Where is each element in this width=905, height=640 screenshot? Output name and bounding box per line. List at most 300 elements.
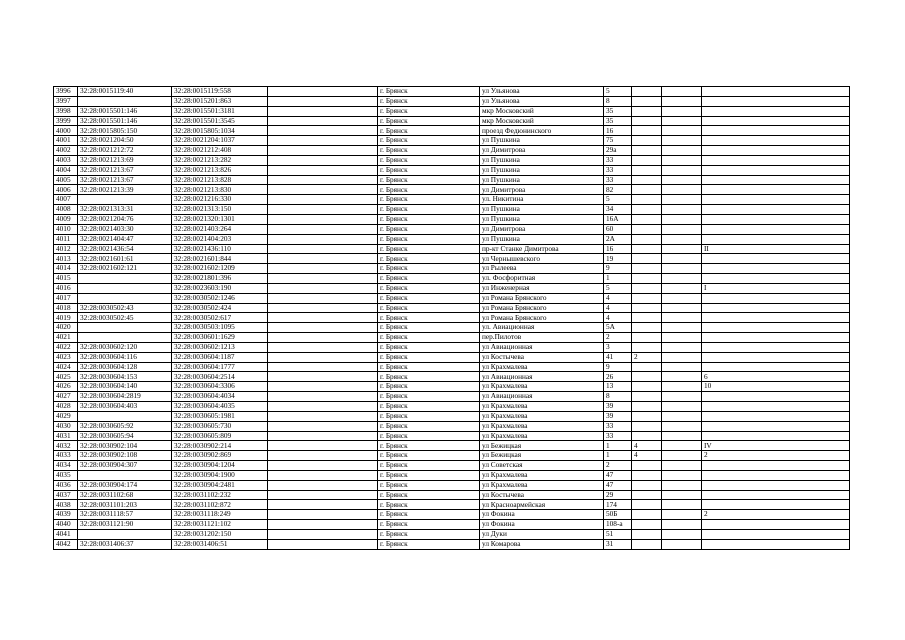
premises-cell [702,342,850,352]
city-cell: г. Брянск [378,175,480,185]
apartment-cell [662,539,702,549]
blank-column [268,352,378,362]
object-cadastral-number: 32:28:0021216:330 [172,195,268,205]
street-cell: ул Крахмалева [480,411,604,421]
street-cell: ул Романа Брянского [480,303,604,313]
house-number-cell: 33 [604,421,632,431]
table-row [54,244,850,254]
apartment-cell [662,96,702,106]
blank-column [268,146,378,156]
house-number-cell: 26 [604,372,632,382]
table-row [54,451,850,461]
parcel-cadastral-number: 32:28:0030605:92 [78,421,172,431]
blank-column [268,421,378,431]
parcel-cadastral-number: 32:28:0030902:108 [78,451,172,461]
premises-cell [702,470,850,480]
city-cell: г. Брянск [378,372,480,382]
premises-cell [702,520,850,530]
street-cell: ул. Авиационная [480,323,604,333]
premises-cell [702,234,850,244]
blank-column [268,520,378,530]
street-cell: ул Рылеева [480,264,604,274]
building-cell [632,520,662,530]
city-cell: г. Брянск [378,293,480,303]
parcel-cadastral-number: 32:28:0030604:140 [78,382,172,392]
premises-cell [702,87,850,97]
building-cell [632,480,662,490]
table-row [54,116,850,126]
city-cell: г. Брянск [378,87,480,97]
building-cell [632,490,662,500]
table-row [54,529,850,539]
blank-column [268,264,378,274]
table-row [54,274,850,284]
object-cadastral-number: 32:28:0030503:1095 [172,323,268,333]
premises-cell [702,136,850,146]
city-cell: г. Брянск [378,303,480,313]
city-cell: г. Брянск [378,205,480,215]
row-number: 4016 [54,283,78,293]
blank-column [268,323,378,333]
house-number-cell: 4 [604,303,632,313]
blank-column [268,274,378,284]
parcel-cadastral-number: 32:28:0021602:121 [78,264,172,274]
row-number: 4025 [54,372,78,382]
house-number-cell: 5А [604,323,632,333]
street-cell: ул Красноармейская [480,500,604,510]
building-cell [632,205,662,215]
house-number-cell: 82 [604,185,632,195]
blank-column [268,244,378,254]
house-number-cell: 5 [604,87,632,97]
object-cadastral-number: 32:28:0031406:51 [172,539,268,549]
apartment-cell [662,529,702,539]
row-number: 3997 [54,96,78,106]
table-row [54,421,850,431]
apartment-cell [662,421,702,431]
city-cell: г. Брянск [378,539,480,549]
apartment-cell [662,106,702,116]
building-cell [632,470,662,480]
house-number-cell: 33 [604,155,632,165]
object-cadastral-number: 32:28:0030605:809 [172,431,268,441]
blank-column [268,254,378,264]
row-number: 4005 [54,175,78,185]
apartment-cell [662,224,702,234]
parcel-cadastral-number: 32:28:0030604:403 [78,402,172,412]
parcel-cadastral-number: 32:28:0030604:116 [78,352,172,362]
premises-cell: 10 [702,382,850,392]
parcel-cadastral-number: 32:28:0015119:40 [78,87,172,97]
building-cell [632,529,662,539]
street-cell: ул Крахмалева [480,402,604,412]
object-cadastral-number: 32:28:0031118:249 [172,510,268,520]
street-cell: ул Ульянова [480,87,604,97]
parcel-cadastral-number: 32:28:0021313:31 [78,205,172,215]
house-number-cell: 51 [604,529,632,539]
parcel-cadastral-number: 32:28:0021436:54 [78,244,172,254]
parcel-cadastral-number: 32:28:0015501:146 [78,106,172,116]
street-cell: ул Крахмалева [480,431,604,441]
parcel-cadastral-number [78,323,172,333]
city-cell: г. Брянск [378,116,480,126]
table-row [54,185,850,195]
apartment-cell [662,155,702,165]
blank-column [268,303,378,313]
apartment-cell [662,116,702,126]
premises-cell [702,205,850,215]
row-number: 4022 [54,342,78,352]
parcel-cadastral-number: 32:28:0030604:128 [78,362,172,372]
house-number-cell: 39 [604,402,632,412]
street-cell: ул Пушкина [480,234,604,244]
house-number-cell: 39 [604,411,632,421]
object-cadastral-number: 32:28:0015501:3545 [172,116,268,126]
premises-cell [702,214,850,224]
city-cell: г. Брянск [378,529,480,539]
city-cell: г. Брянск [378,214,480,224]
blank-column [268,106,378,116]
object-cadastral-number: 32:28:0021213:828 [172,175,268,185]
house-number-cell: 29 [604,490,632,500]
building-cell [632,214,662,224]
apartment-cell [662,254,702,264]
blank-column [268,313,378,323]
house-number-cell: 47 [604,470,632,480]
premises-cell [702,490,850,500]
table-row [54,195,850,205]
parcel-cadastral-number: 32:28:0021204:76 [78,214,172,224]
house-number-cell: 35 [604,116,632,126]
premises-cell [702,352,850,362]
parcel-cadastral-number: 32:28:0031101:203 [78,500,172,510]
table-row [54,510,850,520]
table-row [54,431,850,441]
city-cell: г. Брянск [378,224,480,234]
blank-column [268,224,378,234]
premises-cell [702,293,850,303]
apartment-cell [662,205,702,215]
apartment-cell [662,480,702,490]
building-cell [632,283,662,293]
parcel-cadastral-number: 32:28:0030605:94 [78,431,172,441]
premises-cell: 2 [702,451,850,461]
parcel-cadastral-number: 32:28:0030904:307 [78,461,172,471]
street-cell: ул Чернышевского [480,254,604,264]
street-cell: ул Крахмалева [480,421,604,431]
building-cell [632,87,662,97]
apartment-cell [662,431,702,441]
street-cell: ул Авиационная [480,372,604,382]
premises-cell [702,333,850,343]
house-number-cell: 2 [604,461,632,471]
premises-cell [702,402,850,412]
apartment-cell [662,441,702,451]
table-row [54,372,850,382]
row-number: 4004 [54,165,78,175]
table-row [54,461,850,471]
apartment-cell [662,402,702,412]
table-row [54,106,850,116]
street-cell: ул Советская [480,461,604,471]
street-cell: ул Дуки [480,529,604,539]
apartment-cell [662,372,702,382]
house-number-cell: 13 [604,382,632,392]
apartment-cell [662,165,702,175]
house-number-cell: 16 [604,244,632,254]
blank-column [268,470,378,480]
apartment-cell [662,411,702,421]
apartment-cell [662,87,702,97]
premises-cell [702,106,850,116]
object-cadastral-number: 32:28:0021602:1209 [172,264,268,274]
parcel-cadastral-number: 32:28:0030902:104 [78,441,172,451]
blank-column [268,283,378,293]
table-row [54,470,850,480]
city-cell: г. Брянск [378,165,480,175]
row-number: 4037 [54,490,78,500]
building-cell: 2 [632,352,662,362]
city-cell: г. Брянск [378,461,480,471]
apartment-cell [662,136,702,146]
building-cell [632,165,662,175]
parcel-cadastral-number: 32:28:0031406:37 [78,539,172,549]
apartment-cell [662,352,702,362]
house-number-cell: 9 [604,362,632,372]
row-number: 4041 [54,529,78,539]
building-cell [632,175,662,185]
city-cell: г. Брянск [378,283,480,293]
city-cell: г. Брянск [378,136,480,146]
object-cadastral-number: 32:28:0021403:264 [172,224,268,234]
parcel-cadastral-number: 32:28:0021213:39 [78,185,172,195]
row-number: 3999 [54,116,78,126]
blank-column [268,362,378,372]
blank-column [268,155,378,165]
table-row [54,539,850,549]
house-number-cell: 9 [604,264,632,274]
parcel-cadastral-number [78,470,172,480]
house-number-cell: 33 [604,165,632,175]
street-cell: ул Авиационная [480,392,604,402]
table-row [54,342,850,352]
object-cadastral-number: 32:28:0021213:826 [172,165,268,175]
blank-column [268,205,378,215]
row-number: 4031 [54,431,78,441]
table-row [54,500,850,510]
row-number: 4039 [54,510,78,520]
house-number-cell: 2 [604,333,632,343]
house-number-cell: 4 [604,293,632,303]
table-row [54,155,850,165]
row-number: 4020 [54,323,78,333]
table-row [54,411,850,421]
blank-column [268,185,378,195]
building-cell [632,461,662,471]
object-cadastral-number: 32:28:0030502:1246 [172,293,268,303]
blank-column [268,451,378,461]
house-number-cell: 50Б [604,510,632,520]
premises-cell [702,392,850,402]
house-number-cell: 1 [604,274,632,284]
city-cell: г. Брянск [378,470,480,480]
apartment-cell [662,382,702,392]
object-cadastral-number: 32:28:0030904:1204 [172,461,268,471]
city-cell: г. Брянск [378,500,480,510]
building-cell [632,244,662,254]
row-number: 4019 [54,313,78,323]
building-cell: 4 [632,441,662,451]
street-cell: ул Костычева [480,352,604,362]
street-cell: ул Костычева [480,490,604,500]
street-cell: ул Пушкина [480,205,604,215]
apartment-cell [662,362,702,372]
parcel-cadastral-number: 32:28:0030502:45 [78,313,172,323]
city-cell: г. Брянск [378,451,480,461]
row-number: 4028 [54,402,78,412]
table-row [54,205,850,215]
table-row [54,362,850,372]
table-row [54,392,850,402]
table-row [54,96,850,106]
city-cell: г. Брянск [378,342,480,352]
street-cell: ул Фокина [480,510,604,520]
premises-cell [702,500,850,510]
table-row [54,136,850,146]
row-number: 4033 [54,451,78,461]
object-cadastral-number: 32:28:0031102:232 [172,490,268,500]
parcel-cadastral-number [78,411,172,421]
register-table-body [54,87,850,550]
building-cell [632,362,662,372]
object-cadastral-number: 32:28:0015501:3181 [172,106,268,116]
street-cell: ул. Фосфоритная [480,274,604,284]
blank-column [268,500,378,510]
object-cadastral-number: 32:28:0030605:730 [172,421,268,431]
building-cell [632,303,662,313]
premises-cell [702,313,850,323]
apartment-cell [662,470,702,480]
city-cell: г. Брянск [378,254,480,264]
blank-column [268,293,378,303]
object-cadastral-number: 32:28:0030902:214 [172,441,268,451]
object-cadastral-number: 32:28:0030902:869 [172,451,268,461]
building-cell [632,254,662,264]
object-cadastral-number: 32:28:0021436:110 [172,244,268,254]
table-row [54,146,850,156]
blank-column [268,116,378,126]
building-cell [632,146,662,156]
parcel-cadastral-number: 32:28:0015805:150 [78,126,172,136]
row-number: 4017 [54,293,78,303]
premises-cell: II [702,244,850,254]
city-cell: г. Брянск [378,480,480,490]
blank-column [268,342,378,352]
street-cell: ул. Никитина [480,195,604,205]
register-table [53,86,850,550]
building-cell [632,392,662,402]
house-number-cell: 31 [604,539,632,549]
row-number: 4029 [54,411,78,421]
apartment-cell [662,244,702,254]
city-cell: г. Брянск [378,411,480,421]
blank-column [268,392,378,402]
street-cell: ул Бежицкая [480,451,604,461]
city-cell: г. Брянск [378,402,480,412]
table-row [54,264,850,274]
object-cadastral-number: 32:28:0031121:102 [172,520,268,530]
house-number-cell: 1 [604,441,632,451]
premises-cell [702,539,850,549]
street-cell: ул Пушкина [480,175,604,185]
parcel-cadastral-number [78,529,172,539]
house-number-cell: 5 [604,283,632,293]
row-number: 4024 [54,362,78,372]
street-cell: проезд Федюнинского [480,126,604,136]
parcel-cadastral-number: 32:28:0021601:61 [78,254,172,264]
building-cell [632,333,662,343]
blank-column [268,165,378,175]
object-cadastral-number: 32:28:0021213:830 [172,185,268,195]
blank-column [268,96,378,106]
apartment-cell [662,500,702,510]
object-cadastral-number: 32:28:0021204:1037 [172,136,268,146]
building-cell [632,539,662,549]
street-cell: ул Димитрова [480,224,604,234]
street-cell: мкр Московский [480,106,604,116]
house-number-cell: 16А [604,214,632,224]
object-cadastral-number: 32:28:0023603:190 [172,283,268,293]
apartment-cell [662,333,702,343]
object-cadastral-number: 32:28:0021404:203 [172,234,268,244]
object-cadastral-number: 32:28:0030604:3306 [172,382,268,392]
street-cell: ул Романа Брянского [480,293,604,303]
row-number: 4006 [54,185,78,195]
house-number-cell: 3 [604,342,632,352]
parcel-cadastral-number: 32:28:0030602:120 [78,342,172,352]
house-number-cell: 29а [604,146,632,156]
apartment-cell [662,303,702,313]
premises-cell [702,362,850,372]
city-cell: г. Брянск [378,274,480,284]
table-row [54,214,850,224]
city-cell: г. Брянск [378,362,480,372]
object-cadastral-number: 32:28:0021601:844 [172,254,268,264]
street-cell: ул Пушкина [480,165,604,175]
parcel-cadastral-number [78,333,172,343]
building-cell [632,126,662,136]
parcel-cadastral-number: 32:28:0021213:67 [78,175,172,185]
premises-cell [702,411,850,421]
row-number: 4034 [54,461,78,471]
house-number-cell: 41 [604,352,632,362]
table-row [54,234,850,244]
building-cell [632,195,662,205]
street-cell: ул Фокина [480,520,604,530]
row-number: 4010 [54,224,78,234]
row-number: 4018 [54,303,78,313]
apartment-cell [662,520,702,530]
table-row [54,165,850,175]
blank-column [268,490,378,500]
parcel-cadastral-number [78,283,172,293]
row-number: 4027 [54,392,78,402]
table-row [54,126,850,136]
row-number: 4013 [54,254,78,264]
apartment-cell [662,126,702,136]
street-cell: пер.Пилотов [480,333,604,343]
house-number-cell: 47 [604,480,632,490]
